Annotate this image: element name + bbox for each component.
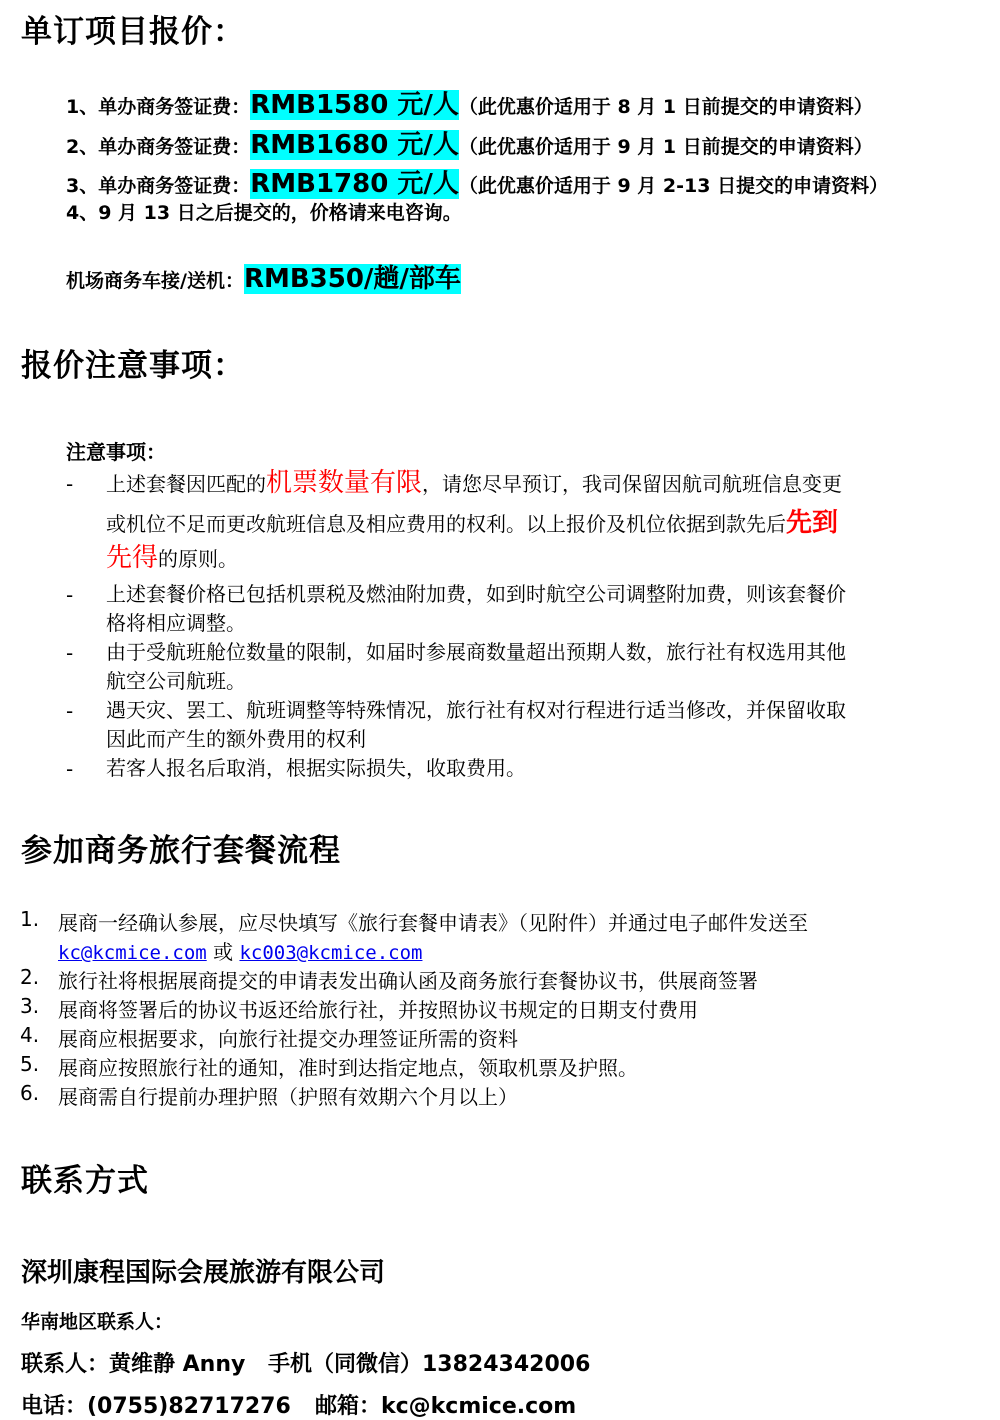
note-emphasis: 机票数量有限 [266,468,423,498]
note-text: 上述套餐因匹配的 [106,472,266,496]
step-number: 5. [20,1052,40,1076]
airport-transfer-line [66,259,461,299]
section-title-process: 参加商务旅行套餐流程 [21,833,341,869]
section-title-quote: 单订项目报价： [21,14,245,50]
step-5: 展商应按照旅行社的通知，准时到达指定地点，领取机票及护照。 [58,1056,638,1080]
step-4: 展商应根据要求，向旅行社提交办理签证所需的资料 [58,1027,518,1051]
step-number: 6. [20,1081,40,1105]
phone-number: 电话：(0755)82717276 [21,1394,291,1419]
visa-price-note: （此优惠价适用于 8 月 1 日前提交的申请资料） [458,96,873,118]
bullet-dash: - [66,757,74,781]
note-2-line-1: 上述套餐价格已包括机票税及燃油附加费，如到时航空公司调整附加费，则该套餐价 [106,582,846,606]
step-6: 展商需自行提前办理护照（护照有效期六个月以上） [58,1085,518,1109]
step-number: 3. [20,994,40,1018]
visa-price-prefix: 1、单办商务签证费： [66,96,251,118]
step-3: 展商将签署后的协议书返还给旅行社，并按照协议书规定的日期支付费用 [58,998,698,1022]
visa-price-line-4: 4、9 月 13 日之后提交的，价格请来电咨询。 [66,202,462,224]
contact-person: 联系人：黄维静 Anny [21,1352,246,1377]
visa-price-value: RMB1780 元/人 [250,169,459,199]
visa-price-line-2 [66,125,873,165]
step-2: 旅行社将根据展商提交的申请表发出确认函及商务旅行套餐协议书，供展商签署 [58,969,758,993]
note-2-line-2: 格将相应调整。 [106,611,246,635]
note-1-line-1 [106,466,842,501]
company-name: 深圳康程国际会展旅游有限公司 [21,1258,386,1288]
airport-transfer-price: RMB350/趟/部车 [243,264,461,294]
bullet-dash: - [66,641,74,665]
note-text: 的原则。 [158,547,239,571]
note-5: 若客人报名后取消，根据实际损失，收取费用。 [106,756,526,780]
note-text: ，请您尽早预订，我司保留因航司航班信息变更 [422,472,843,496]
visa-price-value: RMB1680 元/人 [250,130,459,160]
visa-price-prefix: 3、单办商务签证费： [66,175,251,197]
step-1-line-1: 展商一经确认参展，应尽快填写《旅行套餐申请表》（见附件）并通过电子邮件发送至 [58,911,808,935]
visa-price-prefix: 2、单办商务签证费： [66,136,251,158]
step-number: 1. [20,907,40,931]
email-link-kc003[interactable]: kc003@kcmice.com [239,942,423,964]
visa-price-line-1 [66,85,873,125]
visa-price-value: RMB1580 元/人 [250,90,459,120]
email-link-kc[interactable]: kc@kcmice.com [58,942,207,964]
section-title-notes: 报价注意事项： [21,348,245,384]
contact-email: 邮箱：kc@kcmice.com [315,1394,577,1419]
region-contact-label: 华南地区联系人： [21,1311,174,1333]
or-text: 或 [206,940,240,964]
bullet-dash: - [66,699,74,723]
bullet-dash: - [66,472,74,496]
note-3-line-2: 航空公司航班。 [106,669,246,693]
note-4-line-2: 因此而产生的额外费用的权利 [106,727,366,751]
step-number: 2. [20,965,40,989]
note-text: 或机位不足而更改航班信息及相应费用的权利。以上报价及机位依据到款先后 [106,512,786,536]
note-3-line-1: 由于受航班舱位数量的限制，如届时参展商数量超出预期人数，旅行社有权选用其他 [106,640,846,664]
step-1-line-2 [58,936,422,965]
step-number: 4. [20,1023,40,1047]
mobile-number: 手机（同微信）13824342006 [268,1352,591,1377]
visa-price-note: （此优惠价适用于 9 月 2-13 日提交的申请资料） [458,175,889,197]
airport-transfer-prefix: 机场商务车接/送机： [66,270,244,292]
bullet-dash: - [66,583,74,607]
note-4-line-1: 遇天灾、罢工、航班调整等特殊情况，旅行社有权对行程进行适当修改，并保留收取 [106,698,846,722]
notes-subtitle: 注意事项： [66,440,166,464]
section-title-contact: 联系方式 [21,1163,149,1199]
note-1-line-3 [106,541,238,576]
visa-price-note: （此优惠价适用于 9 月 1 日前提交的申请资料） [458,136,873,158]
note-1-line-2 [106,506,838,541]
note-emphasis: 先到 [786,508,839,538]
note-emphasis: 先得 [106,543,159,573]
